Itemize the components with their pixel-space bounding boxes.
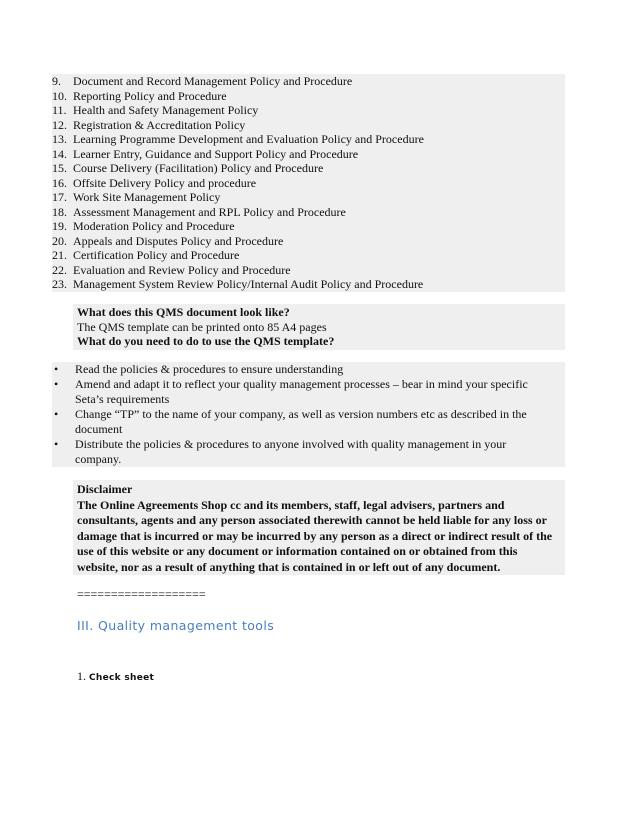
disclaimer-block [73,480,565,575]
item-number: 23. [52,277,67,291]
item-number: 17. [52,190,67,204]
item-text: Course Delivery (Facilitation) Policy and Procedure [73,161,324,175]
list-item [52,132,565,147]
item-text: Work Site Management Policy [73,190,221,204]
disclaimer-body: The Online Agreements Shop cc and its members, staff, legal advisers, partners and consultants, agents and any person associated therewith cannot be held liable for any loss or damage that is incurred or may be incurred by any person as a direct or indirect result of the use of this website or any document or information contained on or obtained from this website, nor as a result of anything that is contained in or left out of any document. [77,497,553,574]
item-number: 11. [52,103,67,117]
item-text: Appeals and Disputes Policy and Procedure [73,233,284,248]
bullet-icon: • [54,437,59,451]
item-text: Reporting Policy and Procedure [73,88,227,103]
list-item [52,234,565,249]
item-text: Certification Policy and Procedure [73,248,240,262]
item-number: 9. [52,74,61,88]
item-text: Management System Review Policy/Internal Audit Policy and Procedure [73,277,424,291]
item-number: 21. [52,248,67,262]
separator-line: =================== [77,587,206,601]
item-number: 13. [52,132,67,146]
check-sheet-item [77,669,154,684]
item-number: 22. [52,262,67,277]
item-text: Moderation Policy and Procedure [73,219,235,233]
bullet-icon: • [54,377,59,391]
bullet-icon: • [54,407,59,421]
qms-question-2: What do you need to do to use the QMS template? [77,334,335,348]
item-text: Evaluation and Review Policy and Procedure [73,262,291,277]
list-item [52,161,565,176]
item-text: Document and Record Management Policy and Procedure [73,74,353,88]
list-item [52,248,565,263]
list-item [52,190,565,205]
list-item [52,277,565,292]
qms-answer-1: The QMS template can be printed onto 85 A4 pages [77,319,327,334]
list-item [52,362,565,377]
qms-question-1: What does this QMS document look like? [77,305,290,319]
item-text: Offsite Delivery Policy and procedure [73,175,257,190]
policy-list [52,74,565,292]
list-item [52,205,565,220]
section-heading: III. Quality management tools [77,618,275,633]
item-number: 14. [52,146,67,161]
check-sheet-label: Check sheet [89,673,155,683]
list-item [52,377,565,407]
qms-info-block [73,304,565,350]
disclaimer-heading: Disclaimer [77,482,133,496]
list-item [52,118,565,133]
bullet-text: Change “TP” to the name of your company, as well as version numbers etc as described in the document [75,407,527,436]
item-number: 15. [52,161,67,175]
item-text: Health and Safety Management Policy [73,103,259,117]
list-item [52,147,565,162]
list-item [52,103,565,118]
item-number: 16. [52,175,67,190]
item-text: Learning Programme Development and Evaluation Policy and Procedure [73,132,424,146]
bullet-text: Distribute the policies & procedures to anyone involved with quality management in your company. [75,437,507,466]
item-number: 10. [52,88,67,103]
item-number: 18. [52,204,67,219]
bullet-icon: • [54,362,59,376]
list-item [52,263,565,278]
item-text: Learner Entry, Guidance and Support Policy and Procedure [73,146,359,161]
instructions-list [52,362,565,467]
item-text: Registration & Accreditation Policy [73,117,246,132]
bullet-text: Read the policies & procedures to ensure understanding [75,362,344,376]
list-item [52,176,565,191]
check-sheet-number: 1. [77,669,86,683]
item-number: 20. [52,233,67,248]
item-number: 12. [52,117,67,132]
item-number: 19. [52,219,67,233]
list-item [52,219,565,234]
list-item [52,89,565,104]
list-item [52,74,565,89]
item-text: Assessment Management and RPL Policy and Procedure [73,204,346,219]
list-item [52,407,565,437]
bullet-text: Amend and adapt it to reflect your quality management processes – bear in mind your specific Seta’s requirements [75,377,528,406]
list-item [52,437,565,467]
